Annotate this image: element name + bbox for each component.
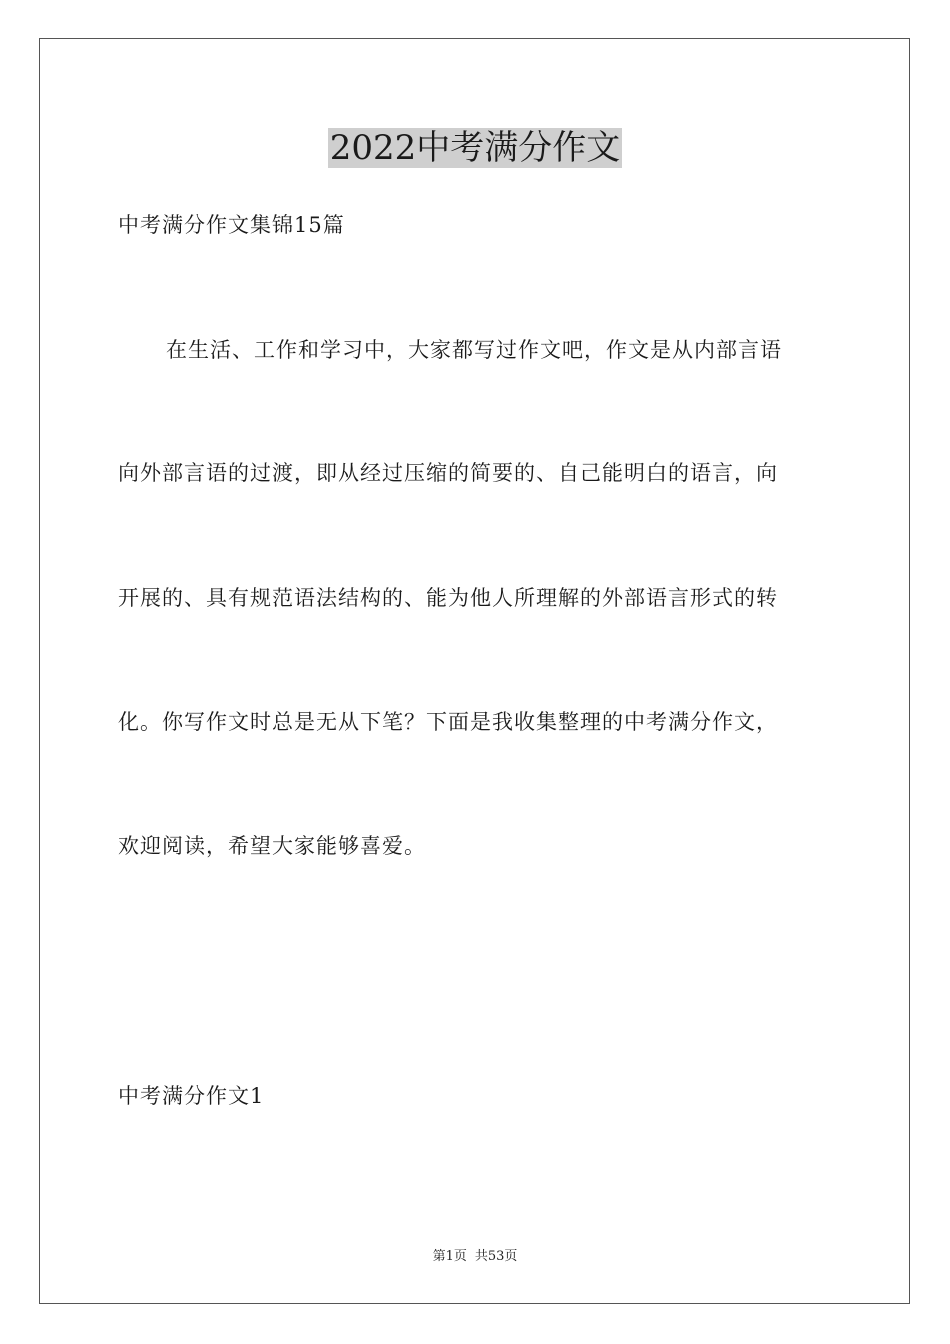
page-footer bbox=[0, 1248, 950, 1266]
paragraph-line-3: 开展的、具有规范语法结构的、能为他人所理解的外部语言形式的转 bbox=[118, 586, 778, 610]
paragraph-line-1: 在生活、工作和学习中，大家都写过作文吧，作文是从内部言语 bbox=[166, 338, 782, 362]
document-title-text: 2022中考满分作文 bbox=[329, 128, 621, 168]
section-heading: 中考满分作文1 bbox=[118, 1084, 265, 1108]
paragraph-line-4: 化。你写作文时总是无从下笔？下面是我收集整理的中考满分作文， bbox=[118, 710, 778, 734]
document-title bbox=[0, 128, 950, 168]
paragraph-line-2: 向外部言语的过渡，即从经过压缩的简要的、自己能明白的语言，向 bbox=[118, 461, 778, 485]
page-number: 第1页 bbox=[432, 1249, 467, 1264]
paragraph-line-5: 欢迎阅读，希望大家能够喜爱。 bbox=[118, 834, 426, 858]
document-subtitle: 中考满分作文集锦15篇 bbox=[118, 213, 345, 237]
page-total: 共53页 bbox=[474, 1249, 518, 1264]
